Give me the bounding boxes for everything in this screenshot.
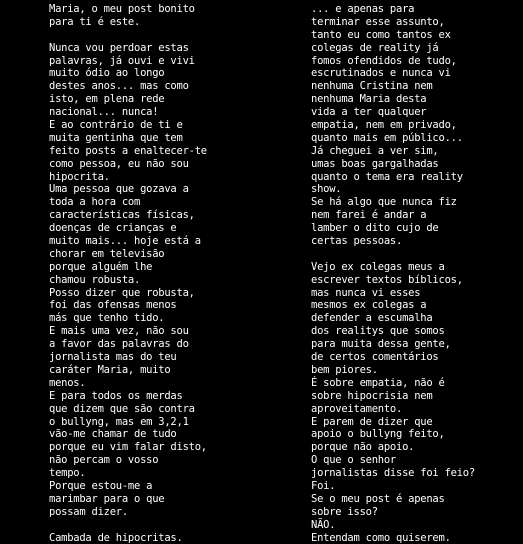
text-line: Posso dizer que robusta, bbox=[49, 286, 195, 299]
text-line: vão-me chamar de tudo bbox=[49, 428, 177, 441]
text-line: isto, em plena rede bbox=[49, 93, 165, 106]
text-line: aproveitamento. bbox=[311, 402, 403, 415]
text-line: porque alguém lhe bbox=[49, 260, 153, 273]
text-line: Porque estou-me a bbox=[49, 479, 153, 492]
text-line: quanto mais em público... bbox=[311, 131, 463, 144]
text-line: show. bbox=[311, 183, 342, 196]
text-line: caráter Maria, muito bbox=[49, 363, 171, 376]
text-line: marimbar para o que bbox=[49, 492, 165, 505]
text-line: Já cheguei a ver sim, bbox=[311, 144, 439, 157]
text-line: sobre hipocrisia nem bbox=[311, 389, 433, 402]
text-line: nenhuma Maria desta bbox=[311, 93, 427, 106]
text-line: escrever textos bíblicos, bbox=[311, 273, 463, 286]
text-line: Entendam como quiserem. bbox=[311, 531, 451, 544]
text-line: possam dizer. bbox=[49, 505, 128, 518]
text-line: lamber o dito cujo de bbox=[311, 222, 439, 235]
text-line: chamou robusta. bbox=[49, 273, 141, 286]
text-line: fomos ofendidos de tudo, bbox=[311, 54, 457, 67]
text-line: Cambada de hipocritas. bbox=[49, 531, 183, 544]
text-line: dos realitys que somos bbox=[311, 325, 445, 338]
text-line: que dizem que são contra bbox=[49, 402, 195, 415]
text-line: quanto o tema era reality bbox=[311, 170, 463, 183]
text-line: hipocrita. bbox=[49, 170, 110, 183]
text-line: Se há algo que nunca fiz bbox=[311, 196, 457, 209]
text-line: de certos comentários bbox=[311, 351, 439, 364]
text-line: muito mais... hoje está a bbox=[49, 235, 201, 248]
text-line: mesmos ex colegas a bbox=[311, 299, 427, 312]
text-line: características físicas, bbox=[49, 209, 195, 222]
text-line: toda a hora com bbox=[49, 196, 141, 209]
left-text-column bbox=[49, 3, 207, 544]
text-line: menos. bbox=[49, 376, 86, 389]
text-line: bem piores. bbox=[311, 363, 378, 376]
text-line: palavras, já ouvi e vivi bbox=[49, 54, 195, 67]
text-line: jornalista mas do teu bbox=[49, 351, 177, 364]
text-line: umas boas gargalhadas bbox=[311, 157, 439, 170]
text-line: para muita dessa gente, bbox=[311, 338, 451, 351]
text-line: jornalistas disse foi feio? bbox=[311, 467, 475, 480]
text-line: destes anos... mas como bbox=[49, 80, 189, 93]
text-line: Maria, o meu post bonito bbox=[49, 3, 195, 15]
text-line: ... e apenas para bbox=[311, 3, 415, 15]
text-line: não percam o vosso bbox=[49, 454, 159, 467]
text-line: terminar esse assunto, bbox=[311, 15, 445, 28]
text-line: porque não apoio. bbox=[311, 441, 415, 454]
text-line: nem farei é andar a bbox=[311, 209, 427, 222]
text-line: É sobre empatia, não é bbox=[311, 376, 445, 389]
text-line: tempo. bbox=[49, 467, 86, 480]
text-line: sobre isso? bbox=[311, 505, 378, 518]
text-line: escrutinados e nunca vi bbox=[311, 67, 451, 80]
text-line: porque eu vim falar disto, bbox=[49, 441, 207, 454]
text-line: Nunca vou perdoar estas bbox=[49, 41, 189, 54]
text-line: Foi. bbox=[311, 479, 336, 492]
right-text-column bbox=[311, 3, 475, 544]
text-line: E para todos os merdas bbox=[49, 389, 183, 402]
text-line: a favor das palavras do bbox=[49, 338, 189, 351]
text-line: Se o meu post é apenas bbox=[311, 492, 445, 505]
text-line: O que o senhor bbox=[311, 454, 397, 467]
text-line: Uma pessoa que gozava a bbox=[49, 183, 189, 196]
text-line: nenhuma Cristina nem bbox=[311, 80, 433, 93]
text-line: E mais uma vez, não sou bbox=[49, 325, 189, 338]
text-line: E parem de dizer que bbox=[311, 415, 433, 428]
text-line: mas nunca vi esses bbox=[311, 286, 421, 299]
text-line: defender a escumalha bbox=[311, 312, 433, 325]
text-line: chorar em televisão bbox=[49, 247, 165, 260]
text-line: nacional... nunca! bbox=[49, 106, 159, 119]
text-line: certas pessoas. bbox=[311, 235, 403, 248]
text-line: muito ódio ao longo bbox=[49, 67, 165, 80]
text-line: más que tenho tido. bbox=[49, 312, 165, 325]
text-line bbox=[49, 519, 207, 532]
text-line: como pessoa, eu não sou bbox=[49, 157, 189, 170]
text-line: para ti é este. bbox=[49, 15, 141, 28]
text-line: E ao contrário de ti e bbox=[49, 119, 183, 132]
text-line: doenças de crianças e bbox=[49, 222, 177, 235]
text-line: apoio o bullyng feito, bbox=[311, 428, 445, 441]
text-line bbox=[49, 29, 207, 42]
text-line: NÃO. bbox=[311, 518, 336, 531]
text-line: tanto eu como tantos ex bbox=[311, 28, 451, 41]
text-line: vida a ter qualquer bbox=[311, 106, 427, 119]
text-line: foi das ofensas menos bbox=[49, 299, 177, 312]
text-line: muita gentinha que tem bbox=[49, 131, 183, 144]
text-line: o bullyng, mas em 3,2,1 bbox=[49, 415, 189, 428]
text-line: colegas de reality já bbox=[311, 41, 439, 54]
text-line bbox=[311, 248, 475, 261]
text-line: Vejo ex colegas meus a bbox=[311, 260, 445, 273]
text-line: feito posts a enaltecer-te bbox=[49, 144, 207, 157]
text-line: empatia, nem em privado, bbox=[311, 119, 457, 132]
